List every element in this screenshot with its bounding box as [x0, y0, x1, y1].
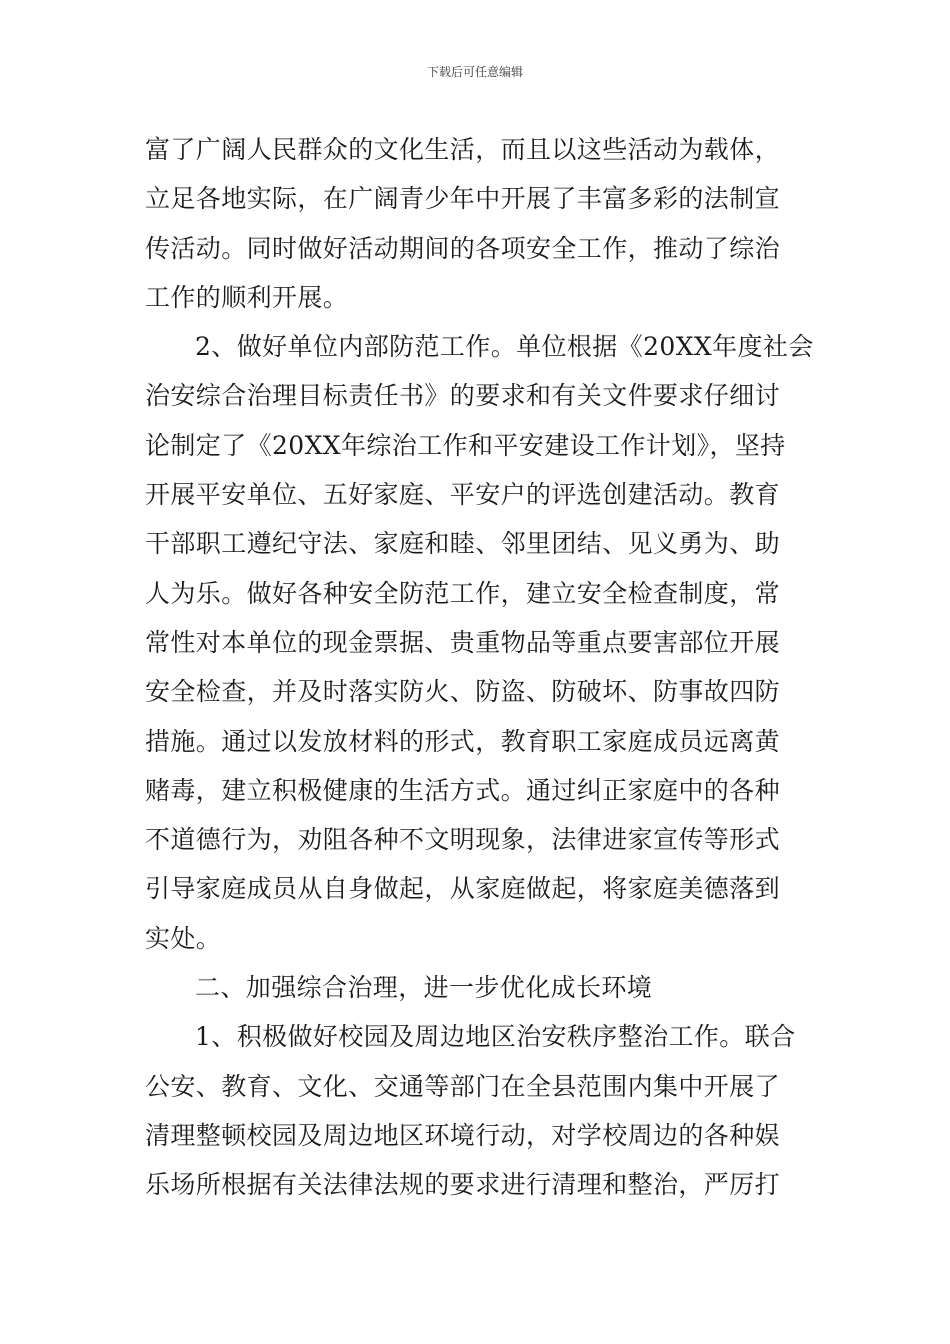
text-line: 立足各地实际，在广阔青少年中开展了丰富多彩的法制宣 [145, 184, 781, 214]
text-line: 措施。通过以发放材料的形式，教育职工家庭成员远离黄 [145, 726, 781, 756]
page-header: 下载后可任意编辑 [426, 65, 523, 79]
text-line: 公安、教育、文化、交通等部门在全县范围内集中开展了 [145, 1071, 781, 1101]
text-line: 富了广阔人民群众的文化生活，而且以这些活动为载体， [145, 135, 781, 164]
text-line: 实处。 [145, 923, 222, 953]
text-line: 2、做好单位内部防范工作。单位根据《20XX年度社会 [195, 332, 814, 362]
text-line: 清理整顿校园及周边地区环境行动，对学校周边的各种娱 [145, 1120, 781, 1150]
text-line: 干部职工遵纪守法、家庭和睦、邻里团结、见义勇为、助 [145, 529, 781, 559]
text-line: 1、积极做好校园及周边地区治安秩序整治工作。联合 [195, 1022, 796, 1052]
text-line: 引导家庭成员从自身做起，从家庭做起，将家庭美德落到 [145, 874, 781, 904]
text-line: 赌毒，建立积极健康的生活方式。通过纠正家庭中的各种 [145, 775, 781, 805]
text-line: 安全检查，并及时落实防火、防盗、防破坏、防事故四防 [145, 677, 781, 707]
text-line: 开展平安单位、五好家庭、平安户的评选创建活动。教育 [145, 480, 781, 510]
text-line: 论制定了《20XX年综治工作和平安建设工作计划》，坚持 [145, 430, 786, 460]
text-line: 不道德行为，劝阻各种不文明现象，法律进家宣传等形式 [145, 825, 781, 855]
text-line: 工作的顺利开展。 [145, 282, 349, 312]
section-heading: 二、加强综合治理，进一步优化成长环境 [195, 973, 653, 1003]
text-line: 传活动。同时做好活动期间的各项安全工作，推动了综治 [145, 233, 781, 263]
text-line: 乐场所根据有关法律法规的要求进行清理和整治，严厉打 [145, 1170, 781, 1200]
document-body [145, 125, 814, 1210]
text-line: 常性对本单位的现金票据、贵重物品等重点要害部位开展 [145, 627, 781, 657]
text-line: 治安综合治理目标责任书》的要求和有关文件要求仔细讨 [145, 381, 781, 411]
text-line: 人为乐。做好各种安全防范工作，建立安全检查制度，常 [145, 578, 781, 608]
